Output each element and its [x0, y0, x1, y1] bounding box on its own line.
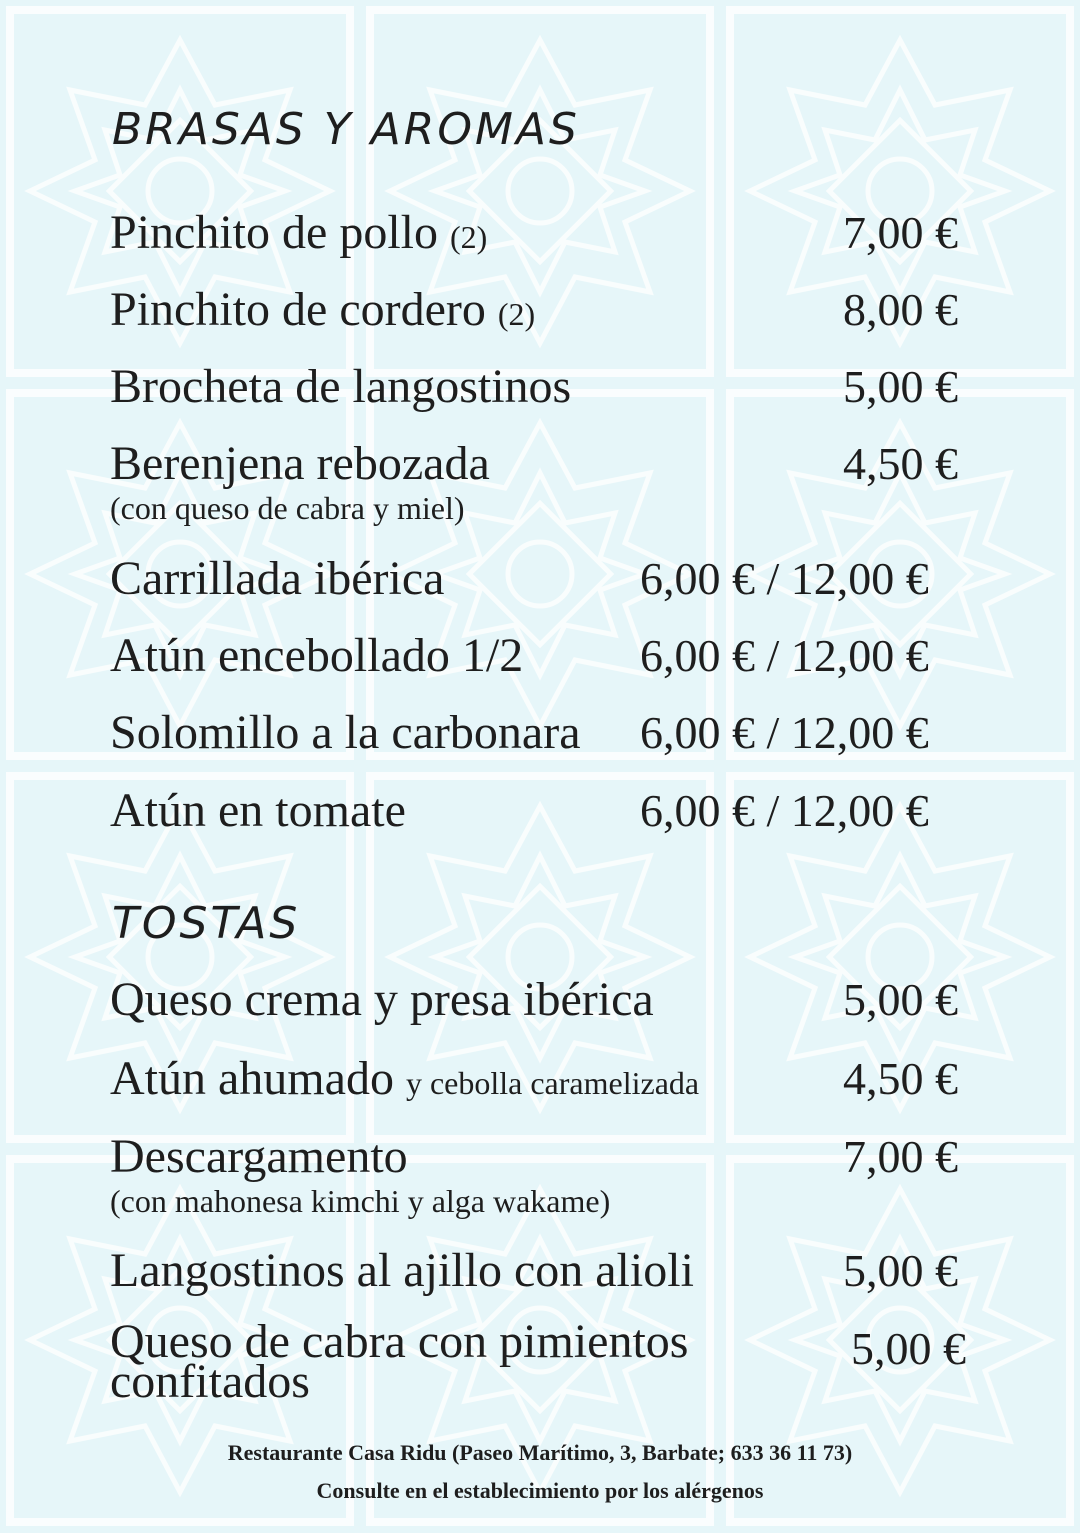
item-price: 5,00 €: [843, 361, 958, 412]
item-note: (con mahonesa kimchi y alga wakame): [110, 1183, 611, 1219]
menu-item: [110, 360, 970, 414]
item-quantity: (2): [449, 219, 488, 255]
menu-item: [110, 1244, 970, 1298]
item-price: 7,00 €: [843, 207, 958, 258]
menu-item: [110, 1052, 970, 1110]
menu-item: [110, 706, 970, 760]
item-name: Queso crema y presa ibérica: [110, 973, 654, 1026]
menu-item: [110, 973, 970, 1027]
section-title-brasas: BRASAS Y AROMAS: [112, 104, 580, 155]
item-name: Atún encebollado 1/2: [110, 629, 524, 682]
menu-item: [110, 283, 970, 341]
item-name: Langostinos al ajillo con alioli: [110, 1244, 694, 1297]
item-note: (con queso de cabra y miel): [110, 490, 465, 526]
menu-item: [110, 206, 970, 264]
footer-allergen-note: Consulte en el establecimiento por los alérgenos: [316, 1478, 764, 1503]
item-name: Pinchito de cordero: [110, 283, 486, 336]
item-price: 6,00 € / 12,00 €: [640, 630, 929, 681]
item-price: 4,50 €: [843, 438, 958, 489]
section-title-tostas: TOSTAS: [112, 898, 301, 949]
item-price: 5,00 €: [843, 974, 958, 1025]
item-name: Descargamento: [110, 1130, 408, 1183]
item-note: y cebolla caramelizada: [405, 1065, 700, 1101]
item-name: Atún en tomate: [110, 784, 406, 837]
item-price: 5,00 €: [843, 1245, 958, 1296]
item-name: Solomillo a la carbonara: [110, 706, 581, 759]
menu-item: [110, 1315, 970, 1408]
item-quantity: (2): [497, 296, 536, 332]
menu-item: [110, 1130, 970, 1218]
item-price: 6,00 € / 12,00 €: [640, 785, 929, 836]
item-name: Queso de cabra con pimientos confitados: [110, 1315, 689, 1408]
menu-item: [110, 629, 970, 683]
item-price: 7,00 €: [843, 1131, 958, 1182]
item-name: Pinchito de pollo: [110, 206, 438, 259]
item-price: 6,00 € / 12,00 €: [640, 707, 929, 758]
item-name: Carrillada ibérica: [110, 552, 445, 605]
footer-address: Restaurante Casa Ridu (Paseo Marítimo, 3, Barbate; 633 36 11 73): [227, 1440, 853, 1465]
item-name: Berenjena rebozada: [110, 437, 490, 490]
item-price: 5,00 €: [851, 1323, 966, 1374]
item-price: 4,50 €: [843, 1053, 958, 1104]
item-price: 8,00 €: [843, 284, 958, 335]
menu-item: [110, 784, 970, 838]
item-name: Brocheta de langostinos: [110, 360, 572, 413]
item-price: 6,00 € / 12,00 €: [640, 553, 929, 604]
item-name: Atún ahumado: [110, 1052, 394, 1105]
menu-item: [110, 552, 970, 606]
menu-item: [110, 437, 970, 525]
